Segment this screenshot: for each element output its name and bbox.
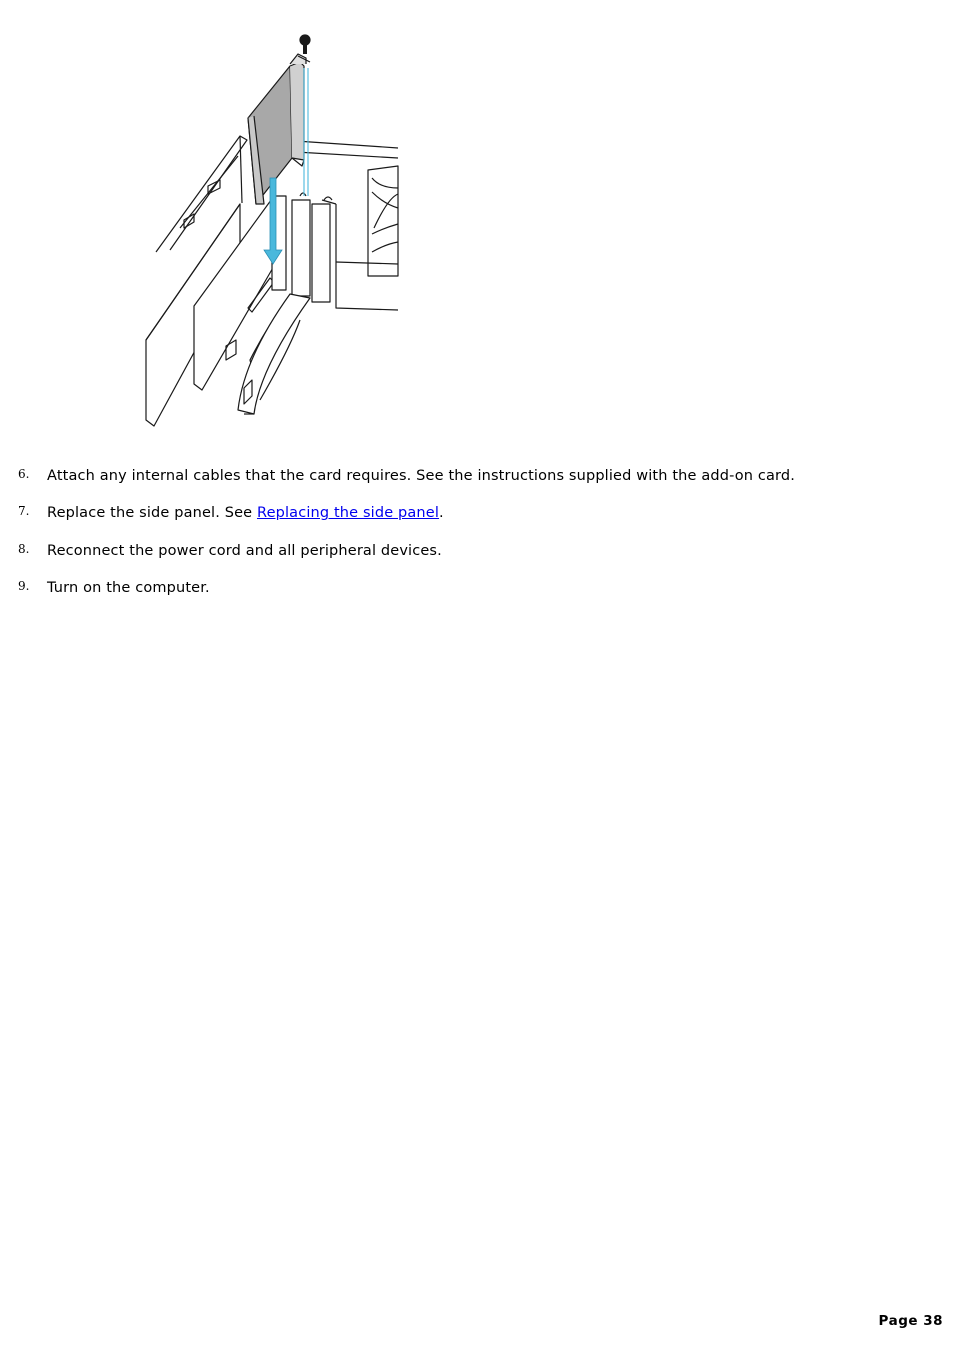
step-number: 9. [18, 578, 30, 593]
instruction-steps [0, 466, 954, 615]
step-number: 7. [18, 504, 30, 519]
step-item [0, 466, 954, 503]
step-item [0, 503, 954, 540]
step-text: Attach any internal cables that the card requires. See the instructions supplied with the add-on card. [47, 468, 795, 484]
step-number: 6. [18, 467, 30, 481]
page-number: Page 38 [878, 1313, 943, 1329]
step-text [47, 503, 444, 523]
step-item [0, 578, 954, 615]
step-item [0, 541, 954, 578]
step-text-after-link: . [439, 505, 444, 522]
step-text-before-link: Replace the side panel. See [47, 505, 257, 522]
add-on-card-installation-illustration [140, 28, 410, 433]
step-number: 8. [18, 541, 30, 556]
screw-icon [300, 35, 310, 54]
step-text: Reconnect the power cord and all peripheral devices. [47, 542, 442, 559]
replacing-side-panel-link[interactable]: Replacing the side panel [257, 505, 440, 522]
step-text: Turn on the computer. [47, 579, 210, 596]
